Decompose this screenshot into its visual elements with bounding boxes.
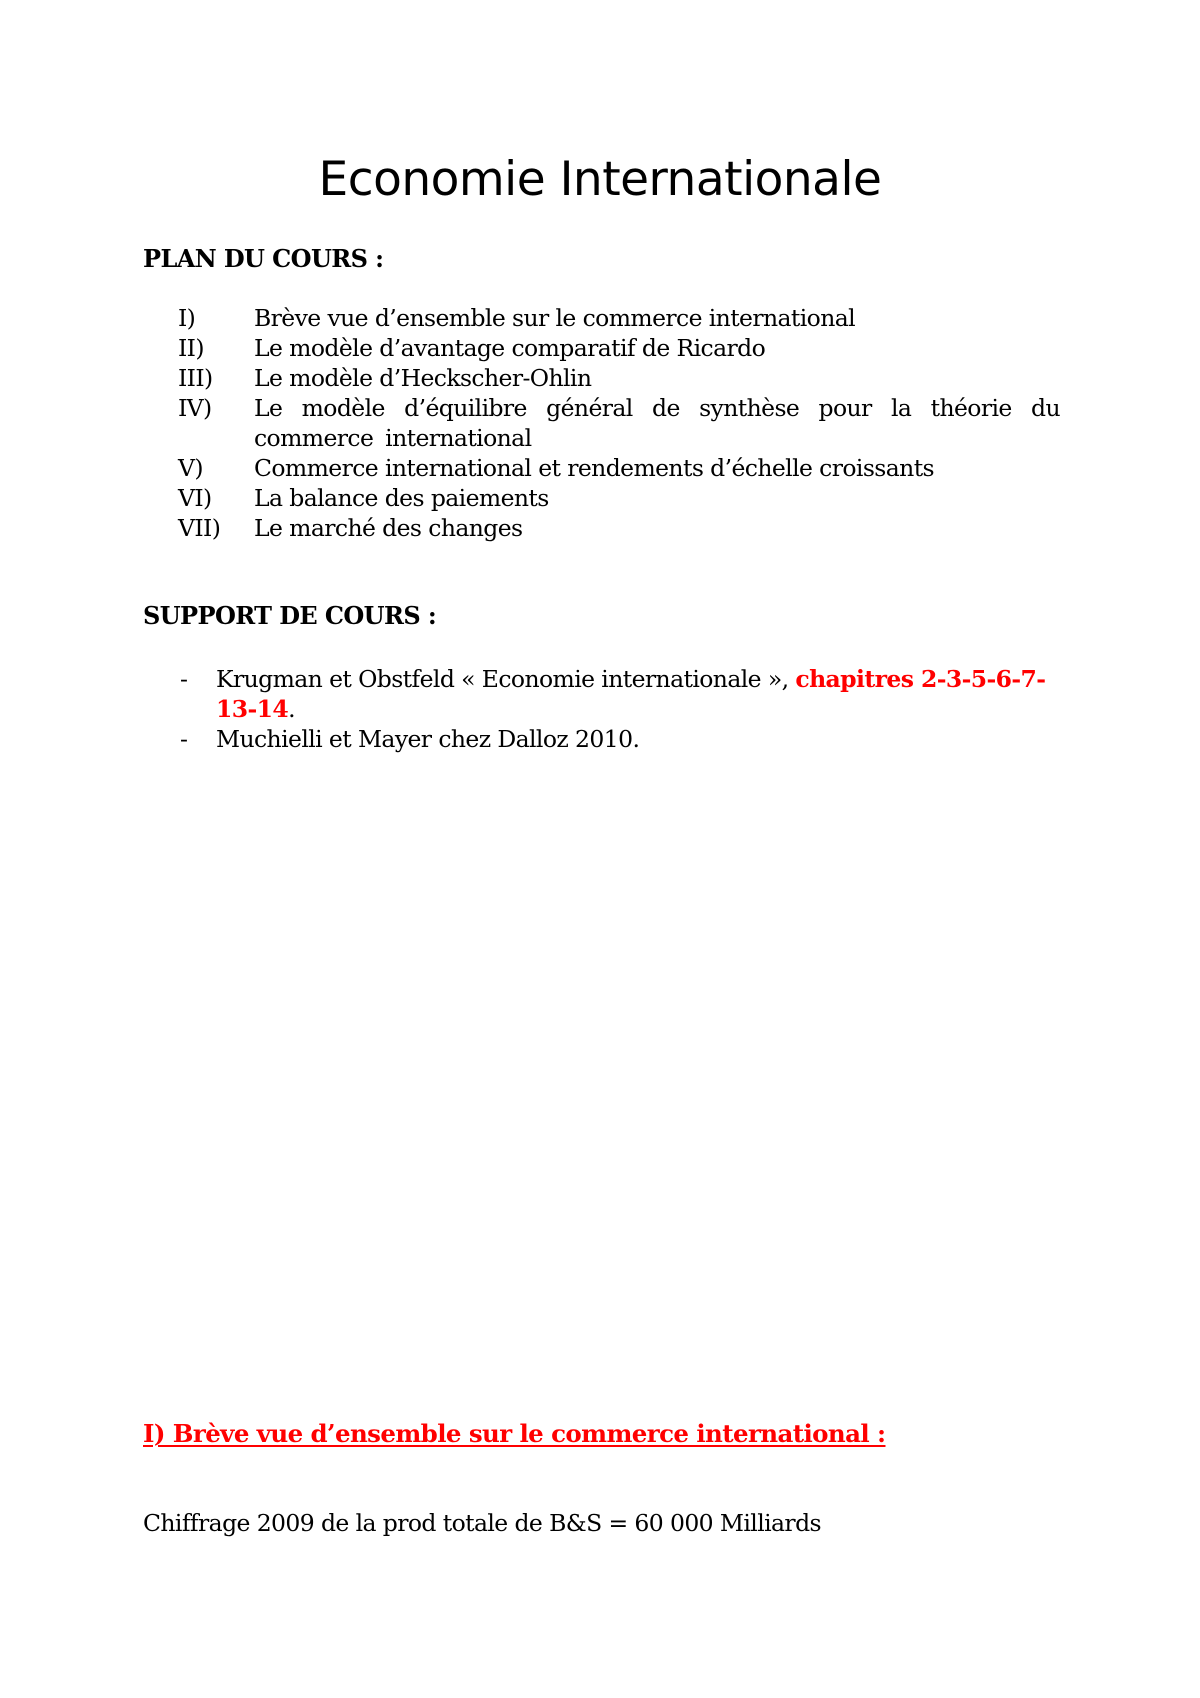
support-item-text: Muchielli et Mayer chez Dalloz 2010. <box>216 725 640 753</box>
plan-item-text: Le modèle d’avantage comparatif de Ricardo <box>254 334 766 362</box>
bullet-dash: - <box>180 725 188 753</box>
plan-item <box>178 363 1060 393</box>
plan-item-text: Commerce international et rendements d’échelle croissants <box>254 454 935 482</box>
plan-item-number: VI) <box>178 484 212 512</box>
plan-item-text: Brève vue d’ensemble sur le commerce international <box>254 304 856 332</box>
plan-item-text: La balance des paiements <box>254 484 549 512</box>
plan-item-number: I) <box>178 304 196 332</box>
body-paragraph: Chiffrage 2009 de la prod totale de B&S = 60 000 Milliards <box>143 1509 821 1537</box>
plan-item <box>178 513 1060 543</box>
plan-item <box>178 303 1060 333</box>
support-item <box>180 664 1060 724</box>
plan-item-number: V) <box>178 454 203 482</box>
chapters-highlight: chapitres 2-3-5-6-7-13-14 <box>216 665 1046 723</box>
plan-item-number: IV) <box>178 394 212 422</box>
plan-heading: PLAN DU COURS : <box>143 244 384 273</box>
plan-item-text: Le modèle d’équilibre général de synthèse pour la théorie du commerce international <box>254 394 1060 452</box>
plan-item-number: VII) <box>178 514 221 542</box>
plan-item <box>178 333 1060 363</box>
document-title: Economie Internationale <box>318 152 882 207</box>
support-heading: SUPPORT DE COURS : <box>143 601 437 630</box>
plan-list <box>178 303 1060 543</box>
support-item-text: Krugman et Obstfeld « Economie internationale », <box>216 665 796 693</box>
section-heading: I) Brève vue d’ensemble sur le commerce international : <box>143 1419 886 1448</box>
plan-item-number: II) <box>178 334 204 362</box>
plan-item <box>178 453 1060 483</box>
plan-item-text: Le modèle d’Heckscher-Ohlin <box>254 364 592 392</box>
support-item-suffix: . <box>288 695 296 723</box>
support-item <box>180 724 1060 754</box>
plan-item-text: Le marché des changes <box>254 514 523 542</box>
bullet-dash: - <box>180 665 188 693</box>
plan-item-number: III) <box>178 364 213 392</box>
plan-item <box>178 483 1060 513</box>
plan-item <box>178 393 1060 453</box>
support-list <box>180 664 1060 754</box>
